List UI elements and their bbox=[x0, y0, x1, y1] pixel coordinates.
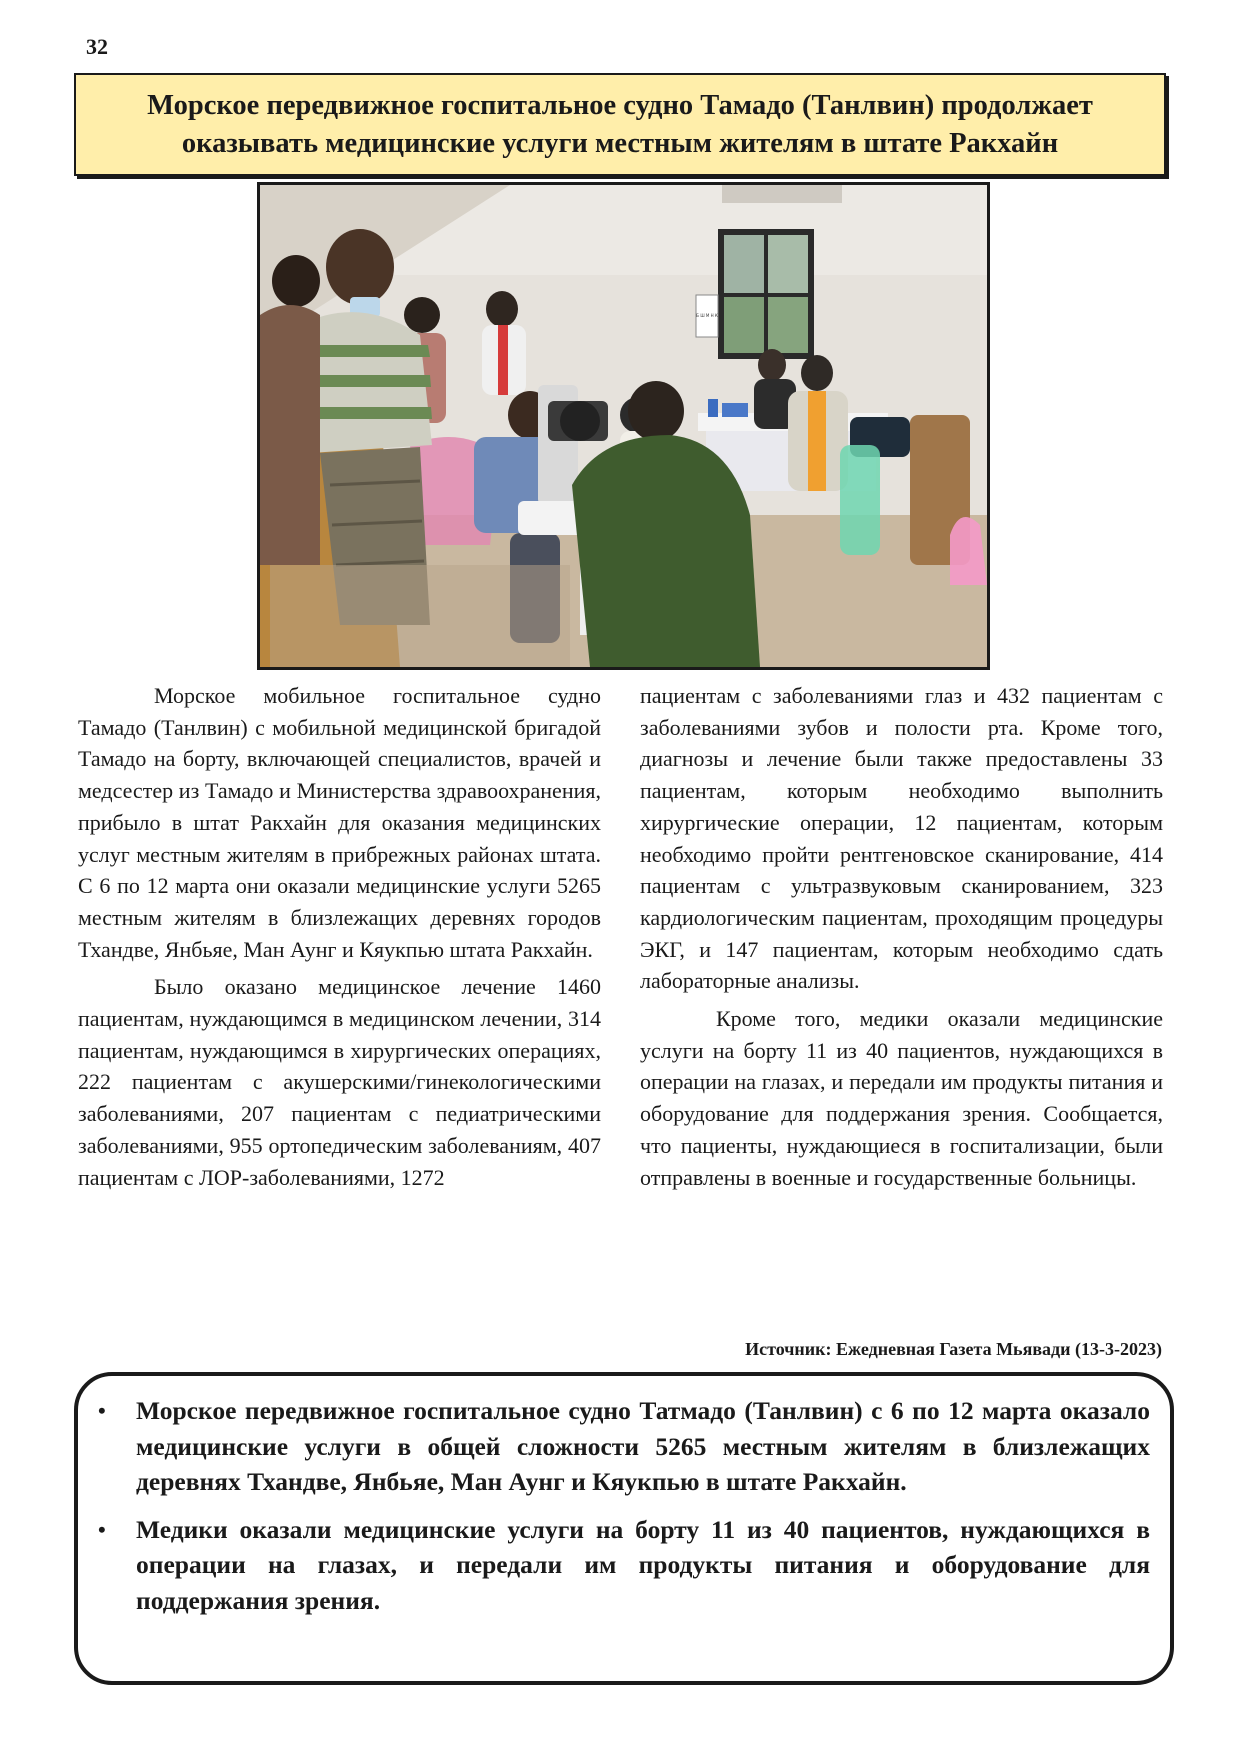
summary-list bbox=[98, 1393, 1150, 1618]
article-title-box bbox=[74, 73, 1166, 176]
article-column-right bbox=[640, 680, 1163, 1193]
page-number: 32 bbox=[86, 34, 108, 59]
article-title: Морское передвижное госпитальное судно Тамадо (Танлвин) продолжает оказывать медицинские услуги местным жителям в штате Ракхайн bbox=[147, 89, 1093, 159]
paragraph: Морское мобильное госпитальное судно Тамадо (Танлвин) с мобильной медицинской бригадой Тамадо на борту, включающей специалистов, врачей и медсестер из Тамадо и Министерства здравоохранения, прибыло в штат Ракхайн для оказания медицинских услуг местным жителям в прибрежных районах штата. С 6 по 12 марта они оказали медицинские услуги 5265 местным жителям в близлежащих деревнях городов Тхандве, Янбьяе, Ман Аунг и Кяукпью штата Ракхайн. bbox=[78, 683, 601, 962]
paragraph: Было оказано медицинское лечение 1460 пациентам, нуждающимся в медицинском лечении, 314 пациентам, нуждающимся в хирургических операциях, 222 пациентам с акушерскими/гинекологическими заболеваниями, 207 пациентам с педиатрическими заболеваниями, 955 ортопедическим заболеваниям, 407 пациентам с ЛОР-заболеваниями, 1272 bbox=[78, 974, 601, 1190]
summary-item bbox=[98, 1393, 1150, 1500]
summary-item-text: Медики оказали медицинские услуги на борту 11 из 40 пациентов, нуждающихся в операции на глазах, и передали им продукты питания и оборудование для поддержания зрения. bbox=[136, 1514, 1150, 1615]
summary-item bbox=[98, 1512, 1150, 1619]
summary-item-text: Морское передвижное госпитальное судно Татмадо (Танлвин) с 6 по 12 марта оказало медицинские услуги в общей сложности 5265 местным жителям в близлежащих деревнях Тхандве, Янбьяе, Ман Аунг и Кяукпью в штате Ракхайн. bbox=[136, 1396, 1150, 1496]
article-photo bbox=[257, 182, 990, 670]
source-citation: Источник: Ежедневная Газета Мьявади (13-3-2023) bbox=[745, 1339, 1162, 1359]
paragraph: Кроме того, медики оказали медицинские услуги на борту 11 из 40 пациентов, нуждающихся в операции на глазах, и передали им продукты питания и оборудование для поддержания зрения. Сообщается, что пациенты, нуждающиеся в госпитализации, были отправлены в военные и государственные больницы. bbox=[640, 1006, 1163, 1190]
summary-box bbox=[74, 1372, 1174, 1685]
bullet-icon: • bbox=[98, 1398, 106, 1423]
bullet-icon: • bbox=[98, 1516, 106, 1542]
eye-chart-label: Б Ш М Н К bbox=[696, 313, 718, 318]
paragraph: пациентам с заболеваниями глаз и 432 пациентам с заболеваниями зубов и полости рта. Кроме того, диагнозы и лечение были также предоставлены 33 пациентам, которым необходимо выполнить хирургические операции, 12 пациентам, которым необходимо пройти рентгеновское сканирование, 414 пациентам с ультразвуковым сканированием, 323 кардиологическим пациентам, проходящим процедуры ЭКГ, и 147 пациентам, которым необходимо сдать лабораторные анализы. bbox=[640, 683, 1163, 994]
article-column-left bbox=[78, 680, 601, 1193]
